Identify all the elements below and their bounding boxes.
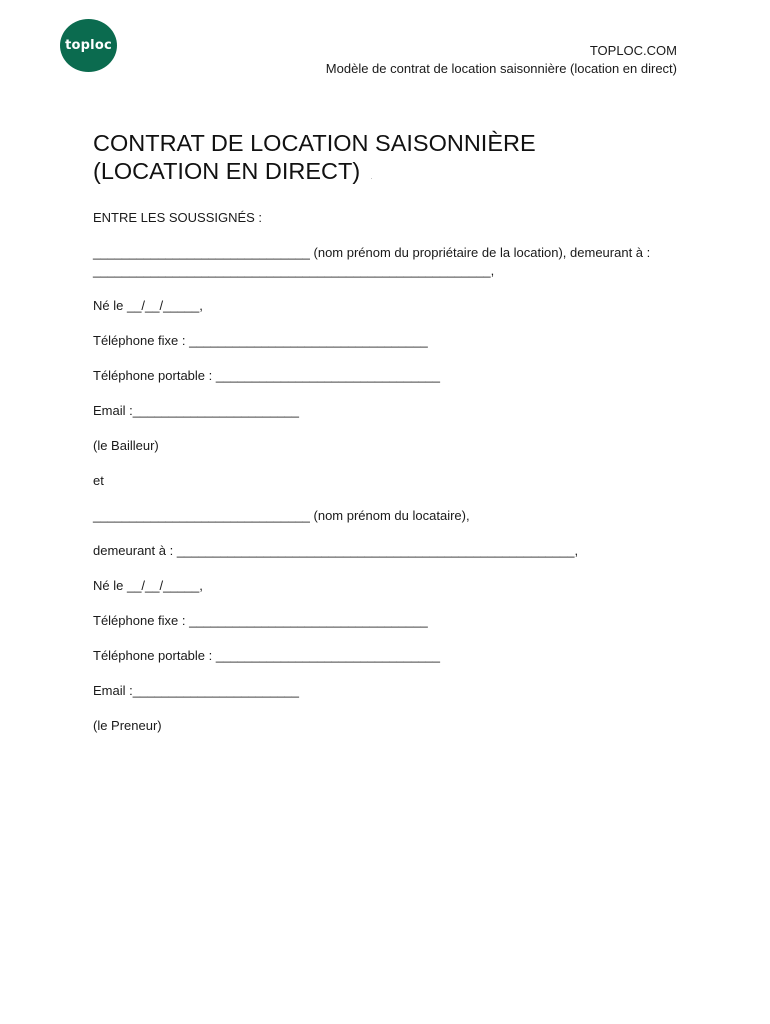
tenant-phone-mobile-field: Téléphone portable : _______________________________ xyxy=(93,648,440,663)
tenant-email-field: Email :_______________________ xyxy=(93,683,300,698)
contract-body xyxy=(93,209,679,735)
header-site: TOPLOC.COM xyxy=(589,43,677,58)
title-line-1: CONTRAT DE LOCATION SAISONNIÈRE xyxy=(93,130,536,156)
owner-email-field: Email :_______________________ xyxy=(93,403,300,418)
and-separator: et xyxy=(93,473,104,488)
owner-birth-field: Né le __/__/_____, xyxy=(93,298,203,313)
title-mark: . xyxy=(370,171,373,181)
header-subtitle: Modèle de contrat de location saisonnière (location en direct) xyxy=(325,61,677,76)
title-line-2: (LOCATION EN DIRECT) xyxy=(93,158,361,184)
tenant-address-field: demeurant à : _______________________________________________________, xyxy=(93,543,579,558)
tenant-name-field: ______________________________ (nom prénom du locataire), xyxy=(93,508,470,523)
document-header xyxy=(326,42,677,78)
owner-phone-fixed-field: Téléphone fixe : _________________________________ xyxy=(93,333,428,348)
owner-phone-mobile-field: Téléphone portable : _______________________________ xyxy=(93,368,440,383)
page-title xyxy=(93,129,693,190)
tenant-phone-fixed-field: Téléphone fixe : _________________________________ xyxy=(93,613,428,628)
owner-role-label: (le Bailleur) xyxy=(93,438,159,453)
logo-text: toploc xyxy=(65,38,112,53)
tenant-role-label: (le Preneur) xyxy=(93,718,162,733)
intro-paragraph: ENTRE LES SOUSSIGNÉS : xyxy=(93,210,263,225)
toploc-logo xyxy=(60,19,117,72)
tenant-birth-field: Né le __/__/_____, xyxy=(93,578,203,593)
owner-name-field: ______________________________ (nom prénom du propriétaire de la location), demeurant à : _______________________________________________________, xyxy=(93,245,651,278)
